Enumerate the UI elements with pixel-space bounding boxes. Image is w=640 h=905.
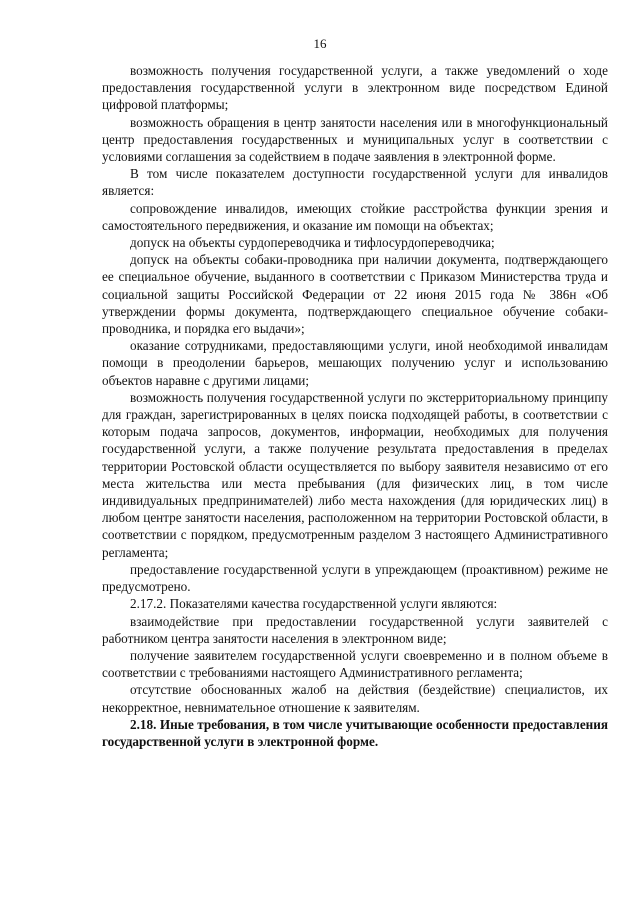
paragraph: взаимодействие при предоставлении государственной услуги заявителей с работником центра занятости населения в электронном виде; — [102, 613, 608, 646]
paragraph: 2.17.2. Показателями качества государственной услуги являются: — [130, 596, 498, 612]
paragraph: В том числе показателем доступности государственной услуги для инвалидов является: — [102, 166, 608, 199]
paragraph: допуск на объекты собаки-проводника при наличии документа, подтверждающего ее специальное обучение, выданного в соответствии с Приказом Министерства труда и социальной защиты Российской Федерации от 22 июня 2015 года № 386н «Об утверждении формы документа, подтверждающего специальное обучение собаки-проводника, и порядка его выдачи»; — [102, 252, 608, 337]
paragraph: допуск на объекты сурдопереводчика и тифлосурдопереводчика; — [130, 235, 495, 251]
paragraph: сопровождение инвалидов, имеющих стойкие расстройства функции зрения и самостоятельного передвижения, и оказание им помощи на объектах; — [102, 200, 608, 233]
paragraph: возможность получения государственной услуги, а также уведомлений о ходе предоставления государственной услуги в электронном виде посредством Единой цифровой платформы; — [102, 63, 608, 113]
paragraph: оказание сотрудниками, предоставляющими услуги, иной необходимой инвалидам помощи в преодолении барьеров, мешающих получению услуг и использованию объектов наравне с другими лицами; — [102, 338, 608, 388]
page-number: 16 — [313, 36, 327, 51]
paragraph: получение заявителем государственной услуги своевременно и в полном объеме в соответствии с требованиями настоящего Административного регламента; — [102, 647, 608, 681]
paragraph: отсутствие обоснованных жалоб на действия (бездействие) специалистов, их некорректное, невнимательное отношение к заявителям. — [102, 682, 608, 715]
section-heading: 2.18. Иные требования, в том числе учитывающие особенности предоставления государственной услуги в электронной форме. — [102, 716, 608, 749]
document-body — [102, 62, 608, 750]
paragraph: возможность получения государственной услуги по экстерриториальному принципу для граждан, зарегистрированных в целях поиска подходящей работы, в соответствии с которым подача запросов, документов, информации, необходимых для получения государственной услуги, а также получение результата предоставления в пределах территории Ростовской области осуществляется по выбору заявителя независимо от его места жительства или места пребывания (для физических лиц, в том числе индивидуальных предпринимателей) либо места нахождения (для юридических лиц) в любом центре занятости населения, расположенном на территории Ростовской области, в соответствии с порядком, предусмотренным разделом 3 настоящего Административного регламента; — [102, 389, 608, 560]
paragraph: предоставление государственной услуги в упреждающем (проактивном) режиме не предусмотрено. — [102, 561, 608, 595]
paragraph: возможность обращения в центр занятости населения или в многофункциональный центр предоставления государственных и муниципальных услуг в соответствии с условиями соглашения за содействием в подаче заявления в электронной форме. — [102, 114, 608, 165]
